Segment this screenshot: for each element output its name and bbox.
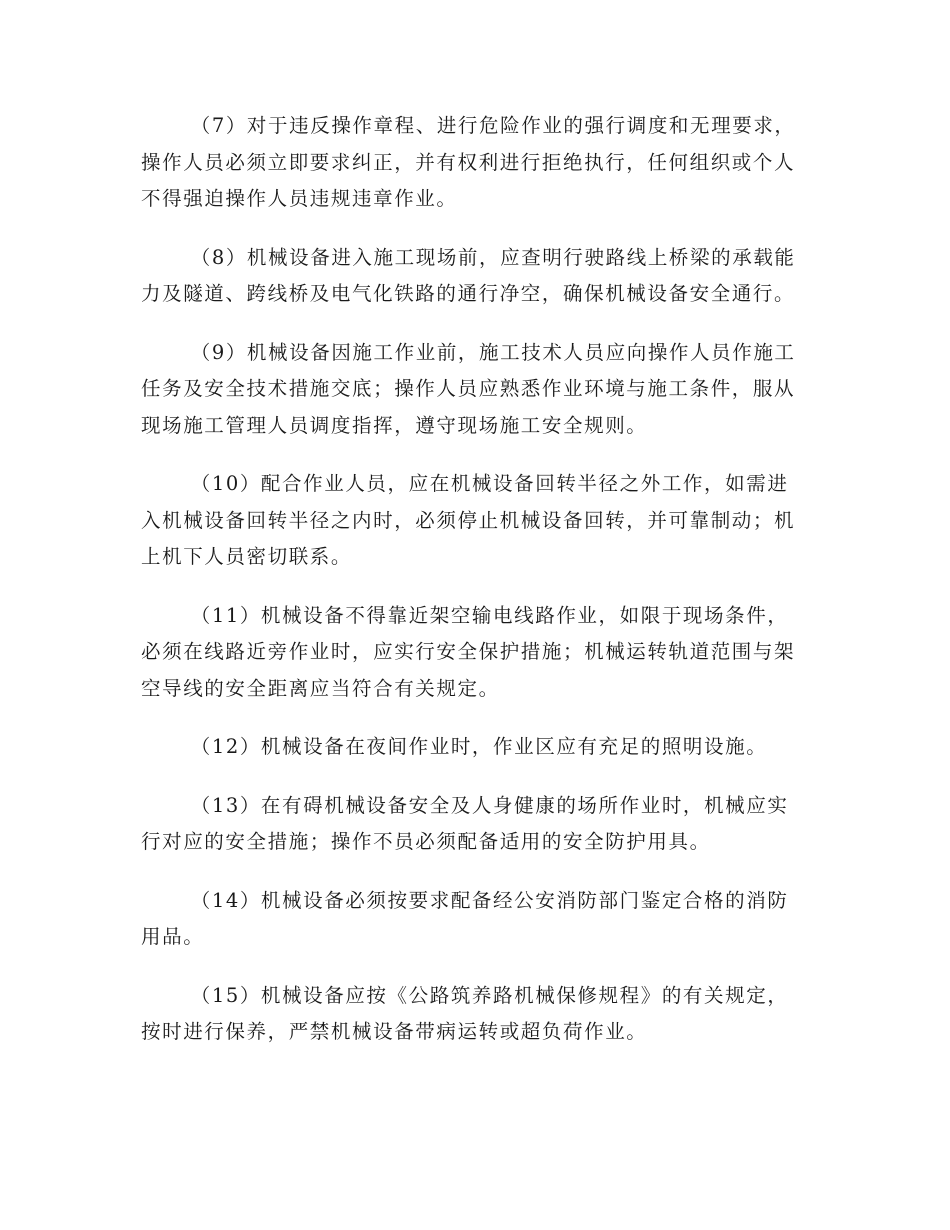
paragraph-item-14: （14）机械设备必须按要求配备经公安消防部门鉴定合格的消防用品。 [141, 888, 789, 948]
paragraph-item-8: （8）机械设备进入施工现场前，应查明行驶路线上桥梁的承载能力及隧道、跨线桥及电气化铁路的通行净空，确保机械设备安全通行。 [141, 245, 796, 305]
paragraph-item-13: （13）在有碍机械设备安全及人身健康的场所作业时，机械应实行对应的安全措施；操作不员必须配备适用的安全防护用具。 [141, 793, 789, 853]
paragraph-item-7: （7）对于违反操作章程、进行危险作业的强行调度和无理要求，操作人员必须立即要求纠正，并有权利进行拒绝执行，任何组织或个人不得强迫操作人员违规违章作业。 [141, 114, 796, 210]
document-body [141, 108, 809, 1073]
paragraph-item-10: （10）配合作业人员，应在机械设备回转半径之外工作，如需进入机械设备回转半径之内时，必须停止机械设备回转，并可靠制动；机上机下人员密切联系。 [141, 472, 796, 568]
paragraph-item-11: （11）机械设备不得靠近架空输电线路作业，如限于现场条件，必须在线路近旁作业时，应实行安全保护措施；机械运转轨道范围与架空导线的安全距离应当符合有关规定。 [141, 603, 796, 700]
paragraph-item-12: （12）机械设备在夜间作业时，作业区应有充足的照明设施。 [190, 735, 768, 758]
paragraph-item-9: （9）机械设备因施工作业前，施工技术人员应向操作人员作施工任务及安全技术措施交底；操作人员应熟悉作业环境与施工条件，服从现场施工管理人员调度指挥，遵守现场施工安全规则。 [141, 340, 796, 437]
paragraph-item-15: （15）机械设备应按《公路筑养路机械保修规程》的有关规定，按时进行保养，严禁机械设备带病运转或超负荷作业。 [141, 983, 789, 1043]
